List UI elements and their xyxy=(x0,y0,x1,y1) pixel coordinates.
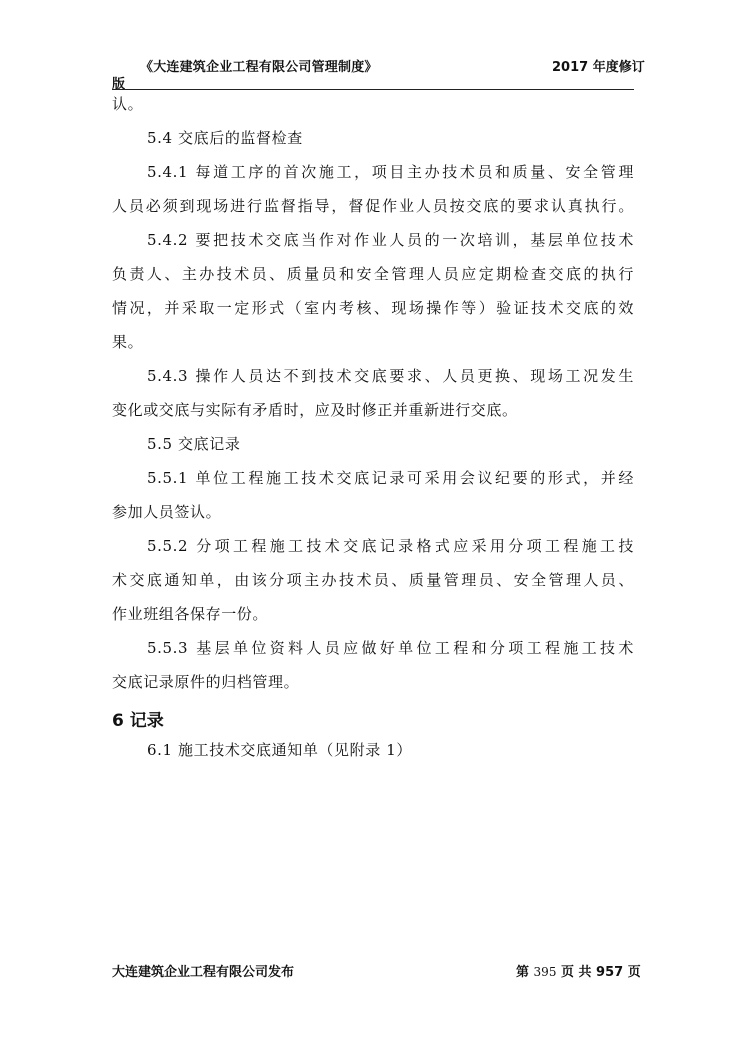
page-prefix: 第 xyxy=(516,965,530,980)
section-heading-5-4: 5.4 交底后的监督检查 xyxy=(147,129,303,147)
paragraph-line: 参加人员签认。 xyxy=(112,503,222,521)
page-suffix: 页 xyxy=(627,965,641,980)
paragraph-line: 5.4.3 操作人员达不到技术交底要求、人员更换、现场工况发生 xyxy=(147,367,634,385)
header-revision: 2017 年度修订 xyxy=(552,60,645,75)
paragraph-line: 情况，并采取一定形式（室内考核、现场操作等）验证技术交底的效 xyxy=(112,299,634,317)
page-current: 395 xyxy=(533,965,557,979)
footer-page-counter xyxy=(516,961,641,980)
paragraph-line: 负责人、主办技术员、质量员和安全管理人员应定期检查交底的执行 xyxy=(112,265,634,283)
paragraph-line: 果。 xyxy=(112,333,144,351)
paragraph-line: 5.4.2 要把技术交底当作对作业人员的一次培训，基层单位技术 xyxy=(147,231,634,249)
header-rule xyxy=(112,89,634,90)
paragraph-line: 作业班组各保存一份。 xyxy=(112,605,269,623)
paragraph-line: 术交底通知单，由该分项主办技术员、质量管理员、安全管理人员、 xyxy=(112,571,634,589)
paragraph-line: 交底记录原件的归档管理。 xyxy=(112,673,300,691)
paragraph-line: 5.5.3 基层单位资料人员应做好单位工程和分项工程施工技术 xyxy=(147,639,634,657)
paragraph-line: 人员必须到现场进行监督指导，督促作业人员按交底的要求认真执行。 xyxy=(112,197,634,215)
paragraph-line: 5.5.2 分项工程施工技术交底记录格式应采用分项工程施工技 xyxy=(147,537,634,555)
paragraph-line: 5.4.1 每道工序的首次施工，项目主办技术员和质量、安全管理 xyxy=(147,163,634,181)
paragraph-line: 变化或交底与实际有矛盾时，应及时修正并重新进行交底。 xyxy=(112,401,518,419)
section-heading-5-5: 5.5 交底记录 xyxy=(147,435,241,453)
header-title: 《大连建筑企业工程有限公司管理制度》 xyxy=(140,60,378,75)
paragraph-line: 认。 xyxy=(112,95,144,113)
paragraph-line: 5.5.1 单位工程施工技术交底记录可采用会议纪要的形式，并经 xyxy=(147,469,634,487)
page-mid: 页 共 xyxy=(560,965,592,980)
footer-publisher: 大连建筑企业工程有限公司发布 xyxy=(112,965,295,980)
page-total: 957 xyxy=(596,965,624,980)
header-revision-wrap: 版 xyxy=(112,77,126,92)
section-heading-6: 6 记录 xyxy=(112,711,164,731)
section-item-6-1: 6.1 施工技术交底通知单（见附录 1） xyxy=(147,741,412,759)
